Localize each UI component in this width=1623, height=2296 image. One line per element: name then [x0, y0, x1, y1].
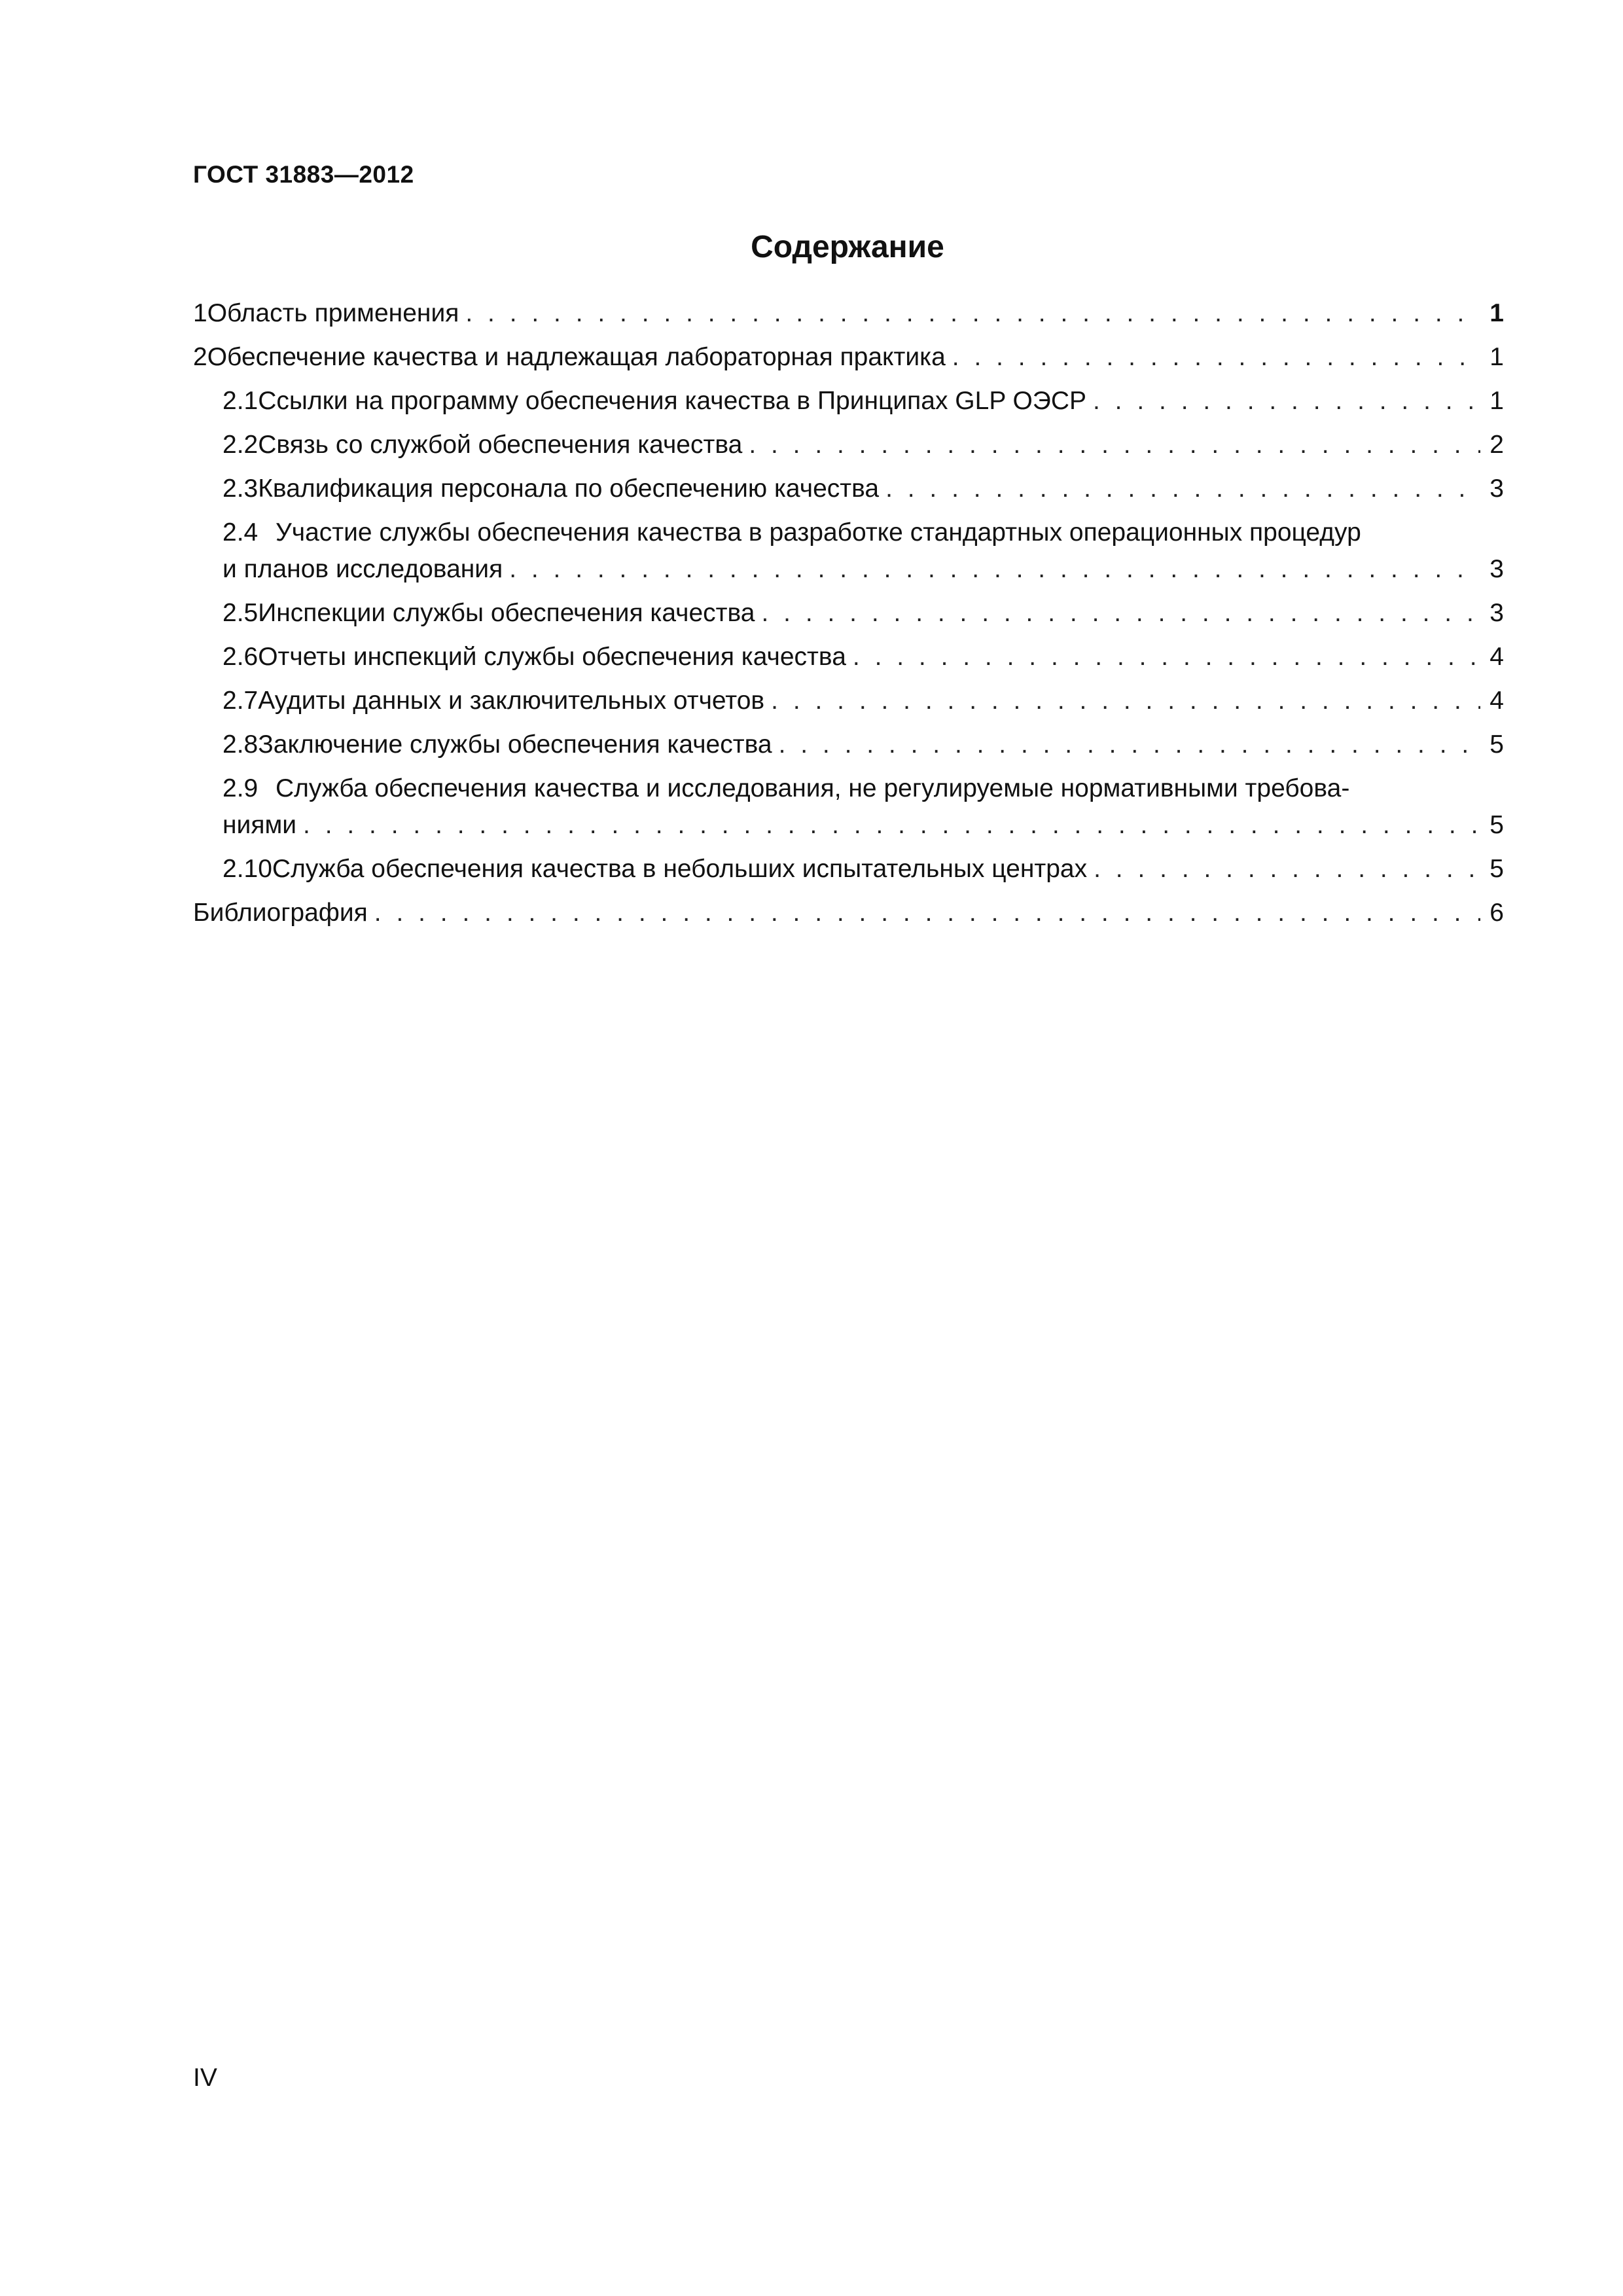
toc-entry-number: 2: [193, 343, 207, 371]
toc-entry-label: Связь со службой обеспечения качества: [258, 431, 743, 459]
toc-entry[interactable]: [193, 853, 1504, 897]
toc-entry[interactable]: [193, 386, 1504, 429]
toc-entry-number: 2.8: [223, 730, 259, 759]
toc-entry[interactable]: [193, 517, 1504, 598]
toc-entry-page: 5: [1489, 811, 1504, 839]
toc-entry-number: 1: [193, 299, 207, 327]
toc-leader-dots: [374, 897, 1480, 929]
toc-leader-dots: [952, 342, 1480, 373]
toc-entry-label-continuation: ниями: [223, 811, 297, 839]
toc-leader-dots: [1093, 386, 1480, 417]
toc-entry-number: 2.10: [223, 855, 272, 883]
toc-entry-page: 4: [1489, 643, 1504, 671]
toc-entry[interactable]: [193, 342, 1504, 386]
toc-entry-number: 2.1: [223, 387, 259, 415]
toc-leader-dots: [303, 810, 1480, 841]
toc-entry-page: 2: [1489, 431, 1504, 459]
toc-entry-label: Инспекции службы обеспечения качества: [258, 599, 755, 627]
toc-entry-label: Служба обеспечения качества и исследования, не регулируемые нормативными требова-: [276, 774, 1350, 802]
toc-entry-label: Квалификация персонала по обеспечению качества: [258, 475, 880, 503]
toc-entry-label: Библиография: [193, 899, 368, 927]
toc-leader-dots: [465, 298, 1480, 329]
toc-leader-dots: [749, 429, 1480, 461]
toc-entry-page: 6: [1489, 899, 1504, 927]
toc-entry-page: 1: [1489, 299, 1504, 327]
toc-entry-label: Аудиты данных и заключительных отчетов: [258, 687, 765, 715]
toc-entry-label: Ссылки на программу обеспечения качества в Принципах GLP ОЭСР: [258, 387, 1087, 415]
toc-entry-number: 2.9: [223, 774, 259, 802]
toc-entry-label: Участие службы обеспечения качества в разработке стандартных операционных процедур: [276, 518, 1361, 547]
toc-entry-page: 4: [1489, 687, 1504, 715]
toc-entry-page: 1: [1489, 387, 1504, 415]
toc-entry[interactable]: [193, 598, 1504, 641]
toc-entry[interactable]: [193, 685, 1504, 729]
toc-entry-number: 2.4: [223, 518, 259, 547]
table-of-contents: [193, 298, 1504, 941]
toc-leader-dots: [762, 598, 1481, 629]
toc-leader-dots: [509, 554, 1480, 585]
toc-entry-number: 2.3: [223, 475, 259, 503]
toc-entry[interactable]: [193, 473, 1504, 517]
toc-entry-page: 3: [1489, 599, 1504, 627]
toc-leader-dots: [885, 473, 1480, 505]
toc-entry-page: 5: [1489, 855, 1504, 883]
toc-entry-label: Служба обеспечения качества в небольших испытательных центрах: [272, 855, 1088, 883]
toc-entry-label: Обеспечение качества и надлежащая лабораторная практика: [207, 343, 946, 371]
toc-entry[interactable]: [193, 729, 1504, 773]
toc-leader-dots: [1094, 853, 1480, 885]
toc-entry[interactable]: [193, 773, 1504, 853]
toc-entry-number: 2.5: [223, 599, 259, 627]
toc-entry[interactable]: [193, 298, 1504, 342]
toc-entry-number: 2.2: [223, 431, 259, 459]
toc-entry-page: 1: [1489, 343, 1504, 371]
document-code: ГОСТ 31883—2012: [193, 161, 414, 188]
toc-entry-label: Отчеты инспекций службы обеспечения качества: [258, 643, 846, 671]
page-number: IV: [193, 2064, 217, 2092]
toc-entry[interactable]: [193, 429, 1504, 473]
toc-entry-number: 2.7: [223, 687, 259, 715]
toc-entry-bibliography[interactable]: [193, 897, 1504, 941]
toc-title: Содержание: [751, 230, 944, 264]
toc-leader-dots: [853, 641, 1480, 673]
toc-entry-label: Область применения: [207, 299, 459, 327]
toc-entry-page: 3: [1489, 555, 1504, 583]
toc-entry-label-continuation: и планов исследования: [223, 555, 503, 583]
toc-entry-number: 2.6: [223, 643, 259, 671]
toc-entry-page: 3: [1489, 475, 1504, 503]
toc-leader-dots: [779, 729, 1480, 761]
toc-entry-page: 5: [1489, 730, 1504, 759]
toc-entry[interactable]: [193, 641, 1504, 685]
toc-entry-label: Заключение службы обеспечения качества: [258, 730, 772, 759]
toc-leader-dots: [771, 685, 1480, 717]
